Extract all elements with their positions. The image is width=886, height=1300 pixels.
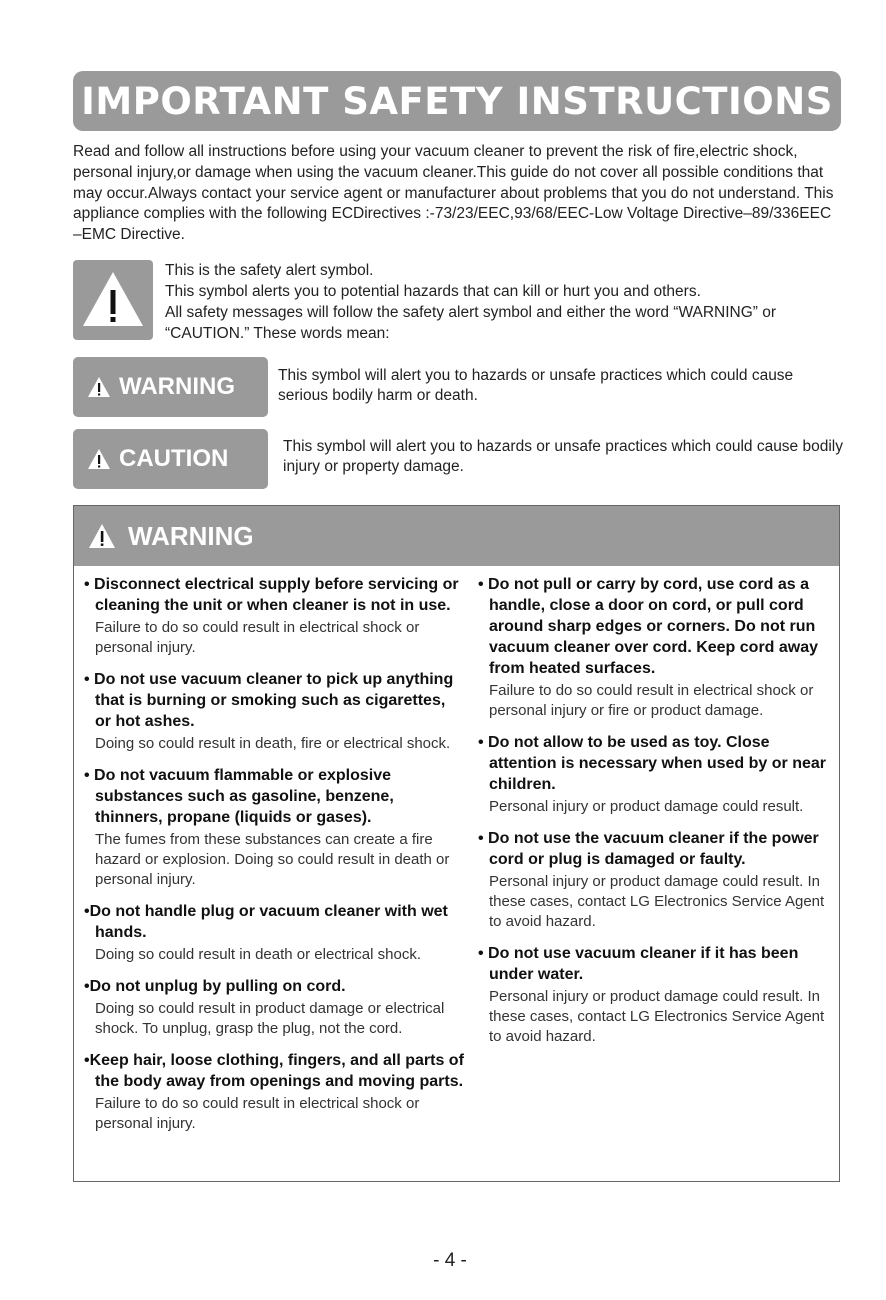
item-body: Doing so could result in death or electrical shock. — [95, 946, 422, 963]
item-body: Failure to do so could result in electrical shock or personal injury or fire or product damage. — [489, 682, 814, 719]
list-item — [84, 765, 464, 890]
caution-triangle-icon — [87, 448, 111, 470]
item-heading: • Do not use the vacuum cleaner if the power cord or plug is damaged or faulty. — [478, 830, 819, 868]
item-heading: • Do not vacuum flammable or explosive substances such as gasoline, benzene, thinners, propane (liquids or gases). — [84, 767, 394, 826]
page-title: IMPORTANT SAFETY INSTRUCTIONS — [81, 79, 833, 123]
warning-list-left — [84, 574, 464, 1145]
alert-line-1: This is the safety alert symbol. — [165, 262, 374, 279]
intro-paragraph: Read and follow all instructions before using your vacuum cleaner to prevent the risk of fire,electric shock, personal injury,or damage when using the vacuum cleaner.This guide do not cover all possible conditions that may occur.Always contact your service agent or manufacturer about problems that you do not understand. This appliance complies with the following ECDirectives :-73/23/EEC,93/68/EEC-Low Voltage Directive–89/336EEC –EMC Directive. — [73, 143, 834, 244]
item-heading: •Do not unplug by pulling on cord. — [84, 978, 346, 995]
list-item — [84, 1050, 464, 1134]
exclamation-icon — [73, 260, 153, 340]
item-heading: • Do not use vacuum cleaner if it has been under water. — [478, 945, 799, 983]
warning-description: This symbol will alert you to hazards or unsafe practices which could cause serious bodily harm or death. — [278, 367, 794, 404]
safety-alert-symbol — [73, 260, 153, 340]
list-item — [84, 669, 464, 754]
item-heading: • Disconnect electrical supply before servicing or cleaning the unit or when cleaner is not in use. — [84, 576, 459, 614]
item-body: Failure to do so could result in electrical shock or personal injury. — [95, 619, 420, 656]
warning-triangle-icon — [87, 376, 111, 398]
warning-triangle-icon — [88, 523, 116, 549]
alert-line-3: All safety messages will follow the safety alert symbol and either the word “WARNING” or “CAUTION.” These words mean: — [165, 304, 777, 342]
item-body: Failure to do so could result in electrical shock or personal injury. — [95, 1095, 420, 1132]
caution-badge — [73, 429, 268, 489]
item-body: Doing so could result in product damage or electrical shock. To unplug, grasp the plug, not the cord. — [95, 1000, 445, 1037]
item-body: Personal injury or product damage could result. In these cases, contact LG Electronics Service Agent to avoid hazard. — [489, 988, 825, 1045]
item-heading: • Do not pull or carry by cord, use cord as a handle, close a door on cord, or pull cord around sharp edges or corners. Do not run vacuum cleaner over cord. Keep cord away from heated surfaces. — [478, 576, 819, 677]
alert-explanation — [165, 260, 845, 344]
alert-line-2: This symbol alerts you to potential hazards that can kill or hurt you and others. — [165, 283, 701, 300]
list-item — [84, 574, 464, 658]
list-item — [478, 828, 830, 932]
item-body: The fumes from these substances can create a fire hazard or explosion. Doing so could result in death or personal injury. — [95, 831, 450, 888]
item-heading: •Do not handle plug or vacuum cleaner with wet hands. — [84, 903, 448, 941]
item-body: Personal injury or product damage could result. In these cases, contact LG Electronics Service Agent to avoid hazard. — [489, 873, 825, 930]
caution-description: This symbol will alert you to hazards or unsafe practices which could cause bodily injury or property damage. — [283, 438, 843, 475]
title-banner — [73, 71, 841, 131]
item-body: Personal injury or product damage could result. — [489, 798, 804, 815]
item-heading: •Keep hair, loose clothing, fingers, and all parts of the body away from openings and moving parts. — [84, 1052, 464, 1090]
warning-label: WARNING — [119, 373, 235, 400]
list-item — [84, 901, 464, 965]
list-item — [478, 732, 830, 817]
warning-badge — [73, 357, 268, 417]
page-number: - 4 - — [433, 1250, 467, 1271]
item-heading: • Do not allow to be used as toy. Close attention is necessary when used by or near children. — [478, 734, 826, 793]
warning-panel — [73, 505, 840, 1182]
item-heading: • Do not use vacuum cleaner to pick up anything that is burning or smoking such as cigarettes, or hot ashes. — [84, 671, 454, 730]
list-item — [478, 943, 830, 1047]
warning-panel-title: WARNING — [128, 520, 254, 551]
list-item — [478, 574, 830, 721]
item-body: Doing so could result in death, fire or electrical shock. — [95, 735, 451, 752]
warning-list-right — [478, 574, 830, 1058]
list-item — [84, 976, 464, 1039]
warning-panel-header — [74, 506, 839, 566]
caution-label: CAUTION — [119, 445, 229, 472]
